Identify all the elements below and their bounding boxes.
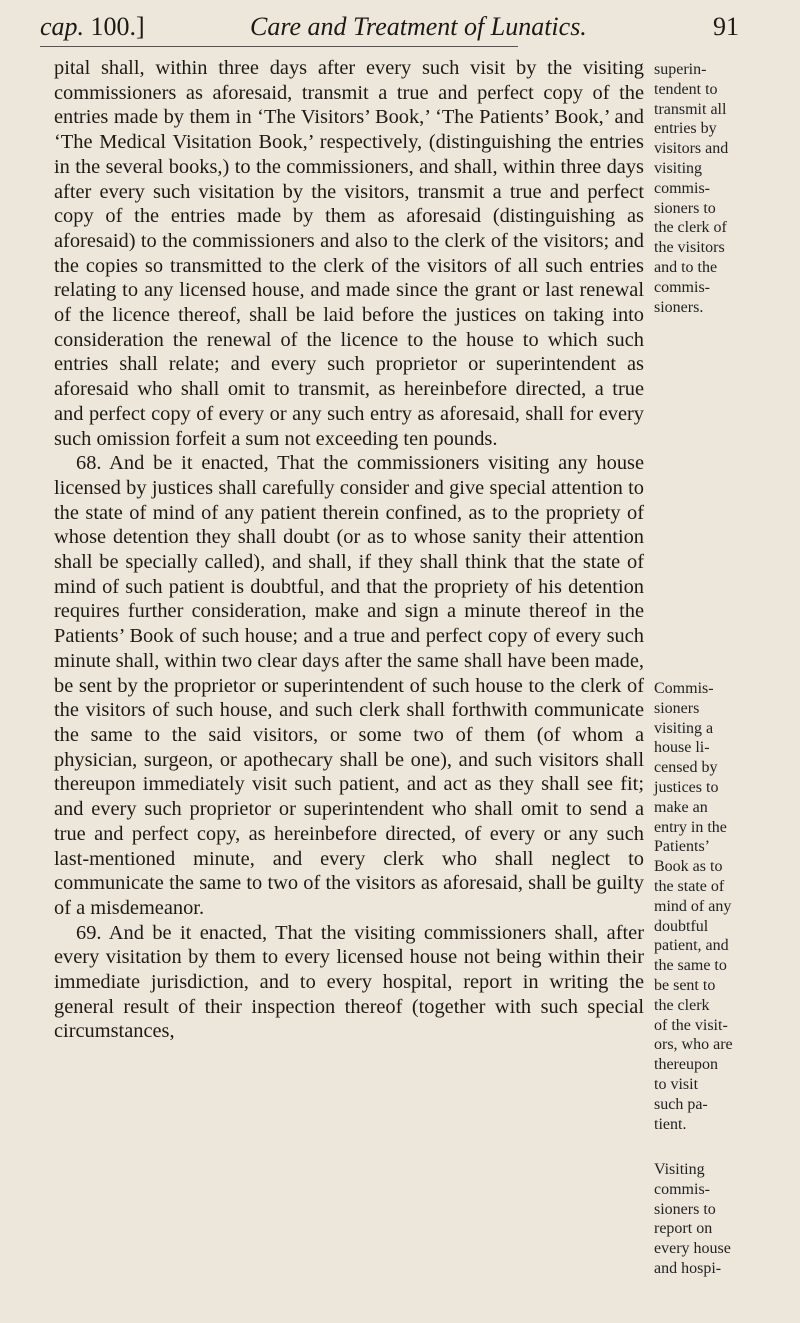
margin-note-line: be sent to	[654, 976, 716, 994]
margin-note-line: visiting a	[654, 719, 714, 737]
running-title: Care and Treatment of Lunatics.	[250, 12, 587, 41]
margin-note-line: sioners.	[654, 298, 704, 316]
margin-note-line: entry in the	[654, 818, 727, 836]
margin-note-line: such pa-	[654, 1095, 708, 1113]
margin-note-line: sioners to	[654, 1200, 716, 1218]
margin-note-line: patient, and	[654, 937, 729, 955]
margin-note-line: make an	[654, 798, 708, 816]
margin-note-line: the clerk of	[654, 219, 727, 237]
margin-note-line: visiting	[654, 159, 703, 177]
margin-note-line: commis-	[654, 1180, 710, 1198]
margin-note-line: Book as to	[654, 858, 723, 876]
margin-note-line: Visiting	[654, 1161, 705, 1178]
margin-note-line: thereupon	[654, 1056, 718, 1074]
margin-note-line: sioners to	[654, 199, 716, 217]
margin-note-line: the visitors	[654, 239, 725, 257]
paragraph-continuation: pital shall, within three days after every such visit by the visiting commissioners as aforesaid, transmit a true and perfect copy of the entries made by them in ‘The Visitors’ Book,’ ‘The Patients’ Book,’ and ‘The Medical Visitation Book,’ respectively, (distinguishing the entries in the several books,) to the commissioners, and shall, within three days after every such visitation by the visitors, transmit a true and perfect copy of the entries made by them as aforesaid (distinguishing as aforesaid) to the commissioners and also to the clerk of the visitors; and the copies so transmitted to the clerk of the visitors of all such entries relating to any licensed house, and made since the grant or last renewal of the licence thereof, shall be laid before the justices on taking into consideration the renewal of the licence to the house to which such entries shall relate; and every such proprietor or superintendent as aforesaid who shall omit to transmit, as hereinbefore directed, a true and perfect copy of every or any such entry as aforesaid, shall for every such omission forfeit a sum not exceeding ten pounds.	[54, 57, 644, 450]
margin-note-line: tendent to	[654, 80, 718, 98]
margin-note-line: censed by	[654, 759, 718, 777]
margin-note-line: the clerk	[654, 996, 710, 1014]
section-68: 68. And be it enacted, That the commissioners visiting any house licensed by justices shall carefully consider and give special attention to the state of mind of any patient therein confined, as to the propriety of whose detention they shall doubt (or as to whose sanity their attention shall be specially called), and shall, if they shall think that the state of mind of such patient is doubtful, and that the propriety of his detention requires further consideration, make and sign a minute thereof in the Patients’ Book of such house; and a true and perfect copy of every such minute shall, within two clear days after the same shall have been made, be sent by the proprietor or superintendent of such house to the clerk of the visitors of such house, and such clerk shall forthwith communicate the same to the said visitors, or some two of them (of whom a physician, surgeon, or apothecary shall be one), and such visitors shall thereupon immediately visit such patient, and act as they shall see fit; and every such proprietor or superintendent who shall omit to send a true and perfect copy, as hereinbefore directed, of every or any such last-mentioned minute, and every clerk who shall neglect to communicate the same to two of the visitors as aforesaid, shall be guilty of a misdemeanor.	[54, 452, 644, 919]
margin-note-line: house li-	[654, 739, 710, 757]
chapter-reference: cap. 100.]	[40, 12, 145, 41]
margin-note-line: sioners	[654, 699, 700, 717]
margin-note-line: mind of any	[654, 897, 732, 915]
running-header	[40, 8, 760, 44]
margin-note-line: superin-	[654, 61, 707, 78]
margin-note-line: the same to	[654, 957, 727, 975]
main-text	[54, 56, 644, 1044]
margin-note-line: entries by	[654, 120, 717, 138]
margin-note-line: of the visit-	[654, 1016, 728, 1034]
margin-note-line: report on	[654, 1220, 713, 1238]
margin-note-line: justices to	[654, 778, 719, 796]
margin-note-line: and hospi-	[654, 1259, 722, 1277]
header-rule	[40, 46, 518, 47]
section-69: 69. And be it enacted, That the visiting commissioners shall, after every visitation by them to every licensed house not being within their immediate jurisdiction, and to every hospital, report in writing the general result of their inspection thereof (together with such special circumstances,	[54, 921, 644, 1043]
margin-note-line: commis-	[654, 179, 710, 197]
margin-note-transmit-entries	[654, 60, 784, 317]
margin-note-line: doubtful	[654, 917, 709, 935]
margin-note-line: transmit all	[654, 100, 727, 118]
margin-note-line: every house	[654, 1240, 731, 1258]
margin-note-line: ors, who are	[654, 1036, 733, 1054]
margin-note-line: tient.	[654, 1115, 687, 1133]
margin-note-line: visitors and	[654, 140, 729, 158]
page-number: 91	[713, 12, 739, 41]
margin-note-doubtful-patient	[654, 679, 784, 1134]
margin-note-report	[654, 1160, 784, 1279]
margin-note-line: and to the	[654, 258, 718, 276]
margin-note-line: Patients’	[654, 838, 710, 856]
margin-note-line: the state of	[654, 877, 725, 895]
margin-note-line: to visit	[654, 1075, 699, 1093]
margin-note-line: commis-	[654, 278, 710, 296]
margin-note-line: Commis-	[654, 680, 714, 697]
